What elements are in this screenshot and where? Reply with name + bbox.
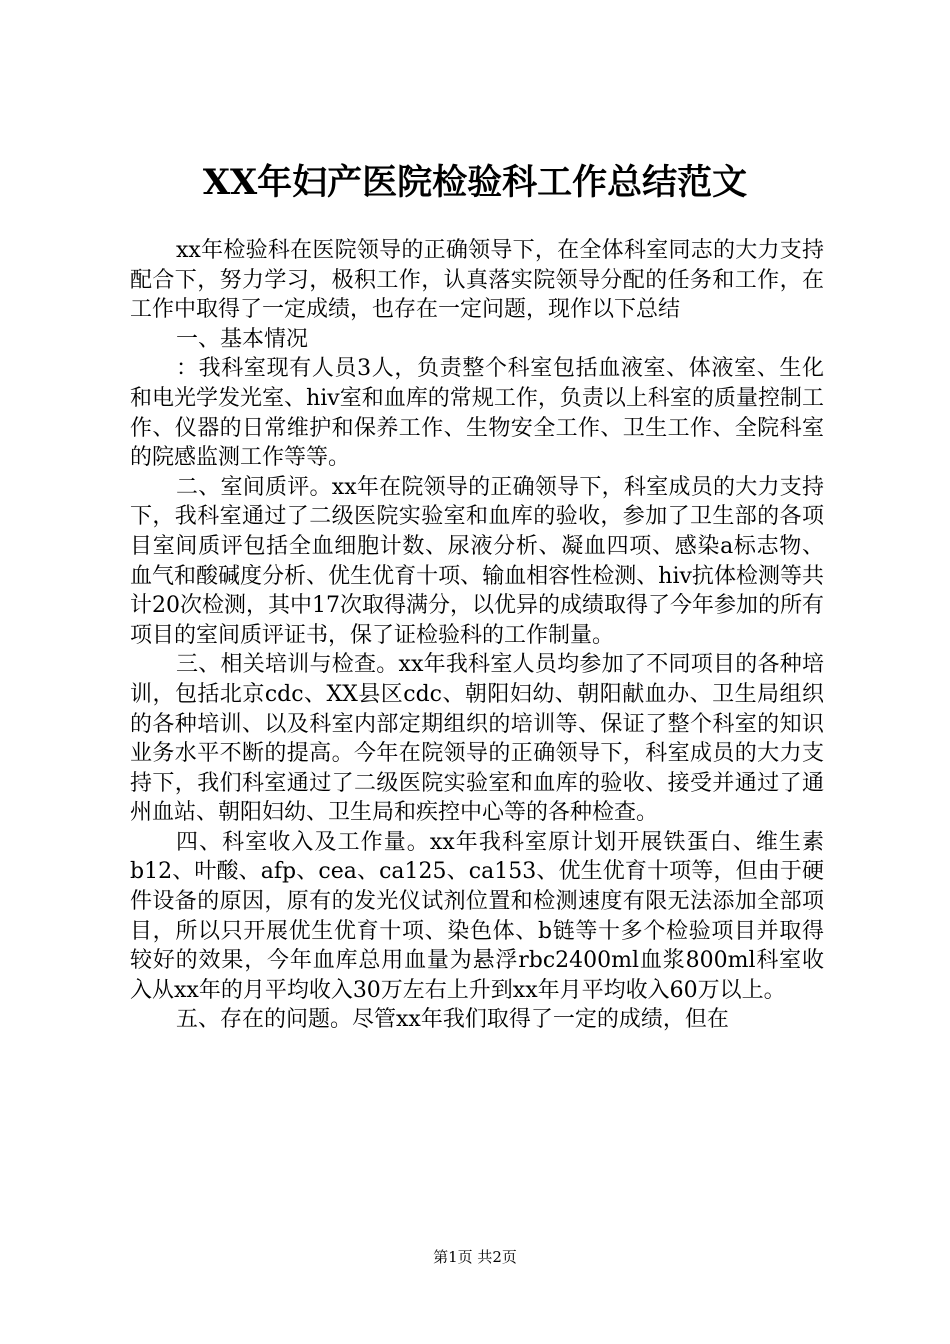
paragraph-basic-situation: ：我科室现有人员3人，负责整个科室包括血液室、体液室、生化和电光学发光室、hiv室和血库的常规工作，负责以上科室的质量控制工作、仪器的日常维护和保养工作、生物安全工作、卫生工作、全院科室的院感监测工作等等。 [130, 356, 824, 471]
paragraph-problems: 五、存在的问题。尽管xx年我们取得了一定的成绩，但在 [176, 1007, 729, 1033]
paragraph-intro: xx年检验科在医院领导的正确领导下，在全体科室同志的大力支持配合下，努力学习，极积工作，认真落实院领导分配的任务和工作，在工作中取得了一定成绩，也存在一定问题，现作以下总结 [130, 238, 824, 323]
paragraph-section-heading: 一、基本情况 [176, 326, 309, 352]
paragraph-training: 三、相关培训与检查。xx年我科室人员均参加了不同项目的各种培训，包括北京cdc、XX县区cdc、朝阳妇幼、朝阳献血办、卫生局组织的各种培训、以及科室内部定期组织的培训等、保证了整个科室的知识业务水平不断的提高。今年在院领导的正确领导下，科室成员的大力支持下，我们科室通过了二级医院实验室和血库的验收、接受并通过了通州血站、朝阳妇幼、卫生局和疾控中心等的各种检查。 [130, 652, 824, 826]
paragraph-income: 四、科室收入及工作量。xx年我科室原计划开展铁蛋白、维生素b12、叶酸、afp、cea、ca125、ca153、优生优育十项等，但由于硬件设备的原因，原有的发光仪试剂位置和检测速度有限无法添加全部项目，所以只开展优生优育十项、染色体、b链等十多个检验项目并取得较好的效果，今年血库总用血量为悬浮rbc2400ml血浆800ml科室收入从xx年的月平均收入30万左右上升到xx年月平均收入60万以上。 [130, 829, 824, 1003]
paragraph-quality-assessment: 二、室间质评。xx年在院领导的正确领导下，科室成员的大力支持下，我科室通过了二级医院实验室和血库的验收，参加了卫生部的各项目室间质评包括全血细胞计数、尿液分析、凝血四项、感染a标志物、血气和酸碱度分析、优生优育十项、输血相容性检测、hiv抗体检测等共计20次检测，其中17次取得满分，以优异的成绩取得了今年参加的所有项目的室间质评证书，保了证检验科的工作制量。 [130, 474, 824, 648]
document-title: XX年妇产医院检验科工作总结范文 [202, 162, 748, 203]
document-body [130, 236, 824, 1035]
page-number: 第1页 共2页 [433, 1248, 517, 1266]
